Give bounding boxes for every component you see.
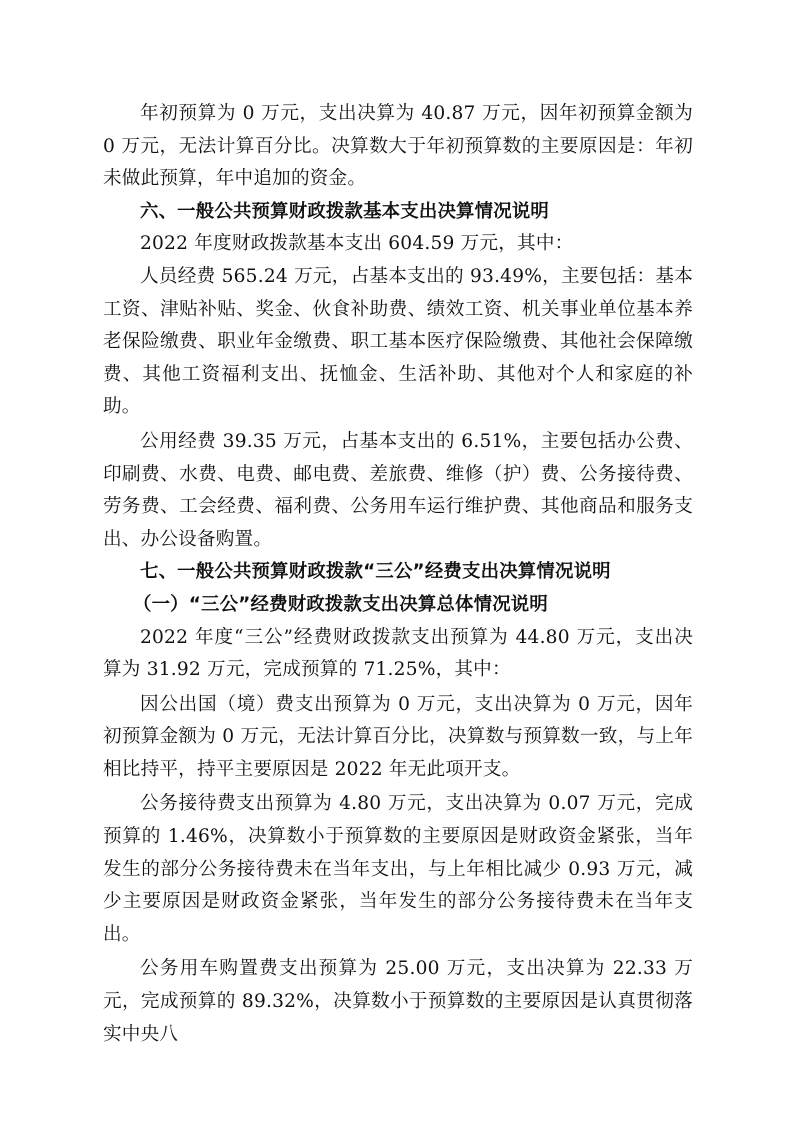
subsection-heading-1: （一）“三公”经费财政拨款支出决算总体情况说明 bbox=[133, 593, 548, 615]
paragraph-reception-expense: 公务接待费支出预算为 4.80 万元，支出决算为 0.07 万元，完成预算的 1.46%，决算数小于预算数的主要原因是财政资金紧张，当年发生的部分公务接待费未在当年支出，与上年相比减少 0.93 万元，减少主要原因是财政资金紧张，当年发生的部分公务接待费未在当年支出。 bbox=[103, 793, 693, 945]
paragraph-personnel-expense: 人员经费 565.24 万元，占基本支出的 93.49%，主要包括：基本工资、津贴补贴、奖金、伙食补助费、绩效工资、机关事业单位基本养老保险缴费、职业年金缴费、职工基本医疗保险缴费、其他社会保障缴费、其他工资福利支出、抚恤金、生活补助、其他对个人和家庭的补助。 bbox=[103, 265, 693, 418]
paragraph-vehicle-purchase: 公务用车购置费支出预算为 25.00 万元，支出决算为 22.33 万元，完成预算的 89.32%，决算数小于预算数的主要原因是认真贯彻落实中央八 bbox=[103, 958, 693, 1045]
paragraph-public-expense: 公用经费 39.35 万元，占基本支出的 6.51%，主要包括办公费、印刷费、水费、电费、邮电费、差旅费、维修（护）费、公务接待费、劳务费、工会经费、福利费、公务用车运行维护费、其他商品和服务支出、办公设备购置。 bbox=[103, 430, 693, 550]
paragraph-three-public-total: 2022 年度“三公”经费财政拨款支出预算为 44.80 万元，支出决算为 31.92 万元，完成预算的 71.25%，其中： bbox=[103, 626, 693, 681]
paragraph-basic-expense-total: 2022 年度财政拨款基本支出 604.59 万元，其中： bbox=[140, 233, 574, 255]
section-heading-6: 六、一般公共预算财政拨款基本支出决算情况说明 bbox=[140, 200, 549, 222]
document-body bbox=[103, 98, 693, 1051]
paragraph-overseas-expense: 因公出国（境）费支出预算为 0 万元，支出决算为 0 万元，因年初预算金额为 0 万元，无法计算百分比，决算数与预算数一致，与上年相比持平，持平主要原因是 2022 年无此项开支。 bbox=[103, 693, 693, 780]
paragraph-budget-note: 年初预算为 0 万元，支出决算为 40.87 万元，因年初预算金额为 0 万元，无法计算百分比。决算数大于年初预算数的主要原因是：年初未做此预算，年中追加的资金。 bbox=[103, 103, 693, 190]
section-heading-7: 七、一般公共预算财政拨款“三公”经费支出决算情况说明 bbox=[140, 561, 611, 583]
